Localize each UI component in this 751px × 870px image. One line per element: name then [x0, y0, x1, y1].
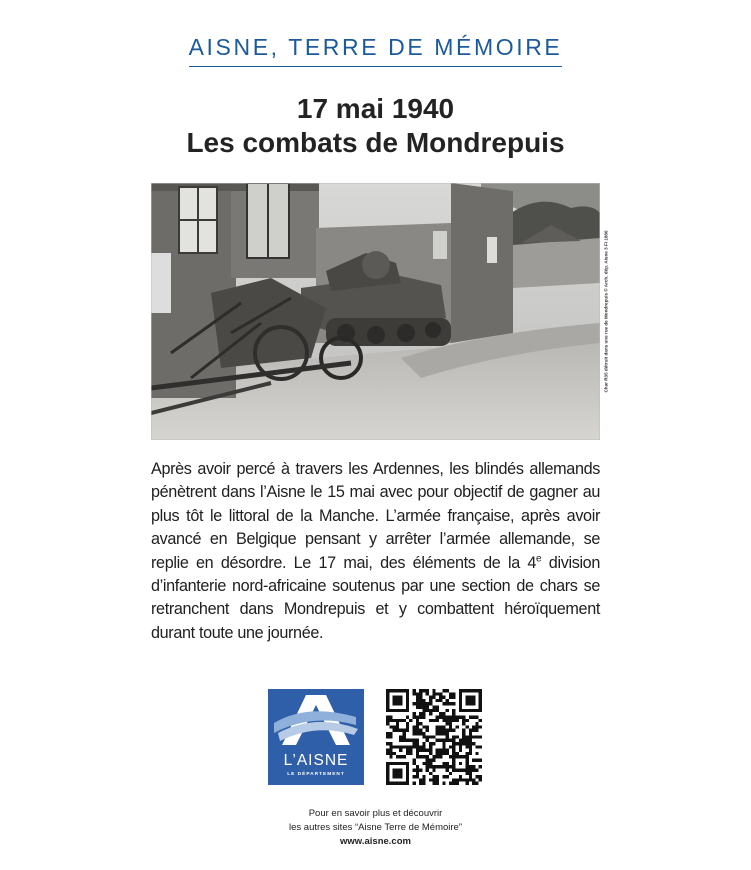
title-subject: Les combats de Mondrepuis: [186, 127, 565, 158]
page-title: [0, 92, 751, 160]
qr-code-icon[interactable]: [386, 689, 482, 785]
logo-subtitle: LE DÉPARTEMENT: [287, 772, 345, 777]
historical-photo: [151, 183, 600, 440]
header: [0, 34, 751, 67]
footer-line-1: Pour en savoir plus et découvrir: [308, 808, 443, 819]
footer: [0, 807, 751, 849]
body-paragraph: Après avoir percé à travers les Ardennes, les blindés allemands pénètrent dans l’Aisne le 15 mai avec pour objectif de gagner au plus tôt le littoral de la Manche. L’armée française, après avoir avancé en Belgique pensant y arrêter l’armée allemande, se replie en désordre. Le 17 mai, des éléments de la 4e division d’infanterie nord-africaine soutenus par une section de chars se retranchent dans Mondrepuis et y combattent héroïquement durant toute une journée.: [151, 460, 600, 642]
footer-url[interactable]: www.aisne.com: [340, 836, 411, 847]
photo-credit: Char R35 détruit dans une rue de Mondrepuis © Arch. dép. Aisne 3 Fi 1886: [603, 230, 609, 393]
header-title: AISNE, TERRE DE MÉMOIRE: [189, 34, 563, 67]
aisne-logo: [268, 689, 364, 785]
title-date: 17 mai 1940: [296, 93, 455, 124]
footer-line-2: les autres sites “Aisne Terre de Mémoire”: [289, 822, 462, 833]
logo-name: L’AISNE: [283, 752, 349, 769]
aisne-a-icon: [268, 689, 364, 749]
